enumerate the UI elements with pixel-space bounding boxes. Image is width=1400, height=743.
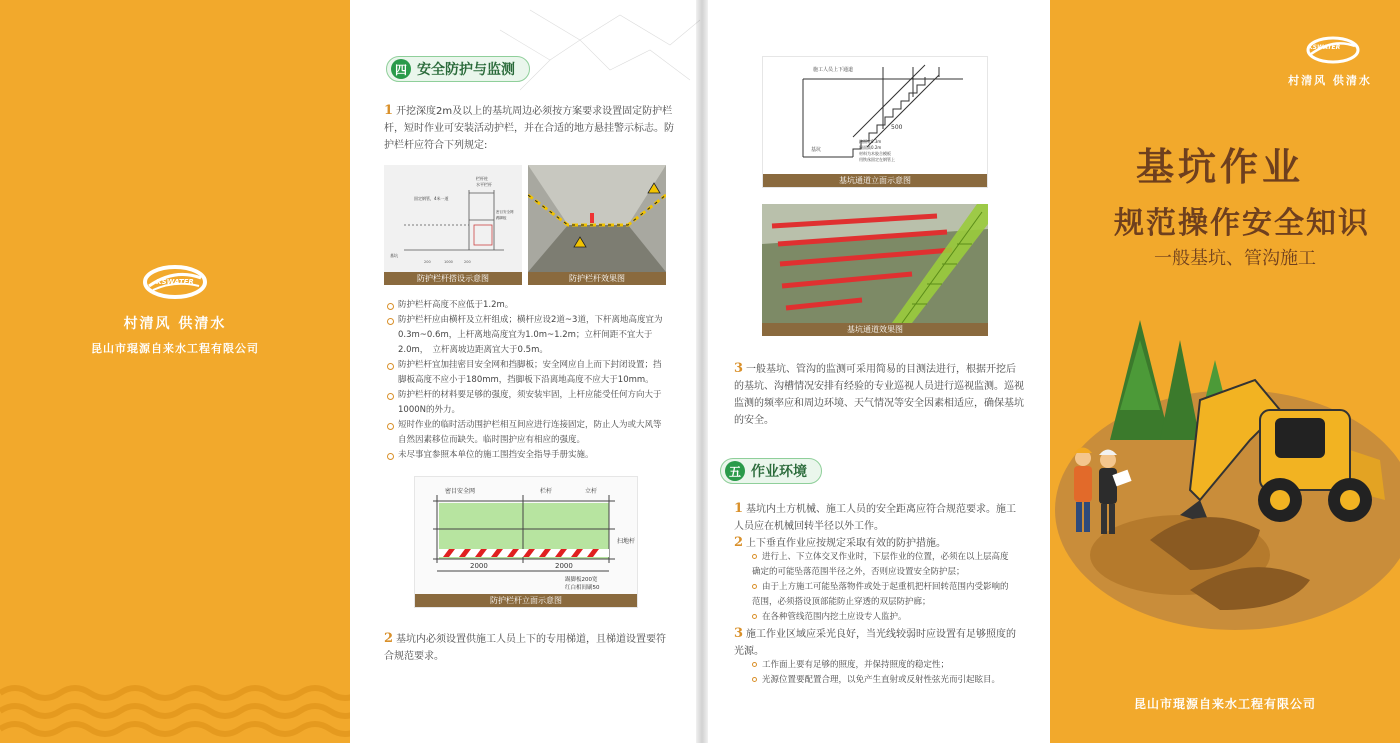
- cover-logo: [1298, 34, 1368, 70]
- logo-text: KSWATER: [1308, 44, 1341, 51]
- dim-left: 2000: [470, 562, 488, 570]
- list-item: 防护栏杆的材料要足够的强度，须安装牢固，上杆应能受任何方向大于1000N的外力。: [386, 388, 664, 418]
- dim-3: 200: [464, 260, 471, 264]
- paragraph-4-3: [734, 360, 1024, 429]
- dim-right: 2000: [555, 562, 573, 570]
- figure-caption: 防护栏杆效果图: [528, 272, 666, 285]
- figure-caption: 防护栏杆立面示意图: [415, 594, 637, 607]
- paragraph-text: 开挖深度2m及以上的基坑周边必须按方案要求设置固定防护栏杆，短时作业可安装活动护栏，并在合适的地方悬挂警示标志。防护栏杆应符合下列规定:: [384, 106, 674, 151]
- dim-500: 500: [891, 124, 903, 131]
- guardrail-photo-figure: [528, 165, 666, 285]
- label-pit: 基坑: [390, 253, 398, 258]
- slogan: 村清风 供清水: [123, 316, 227, 332]
- list-item: 短时作业的临时活动围护栏相互间应进行连接固定，防止人为或大风等自然因素移位而缺失。临时围护应有相应的强度。: [386, 418, 664, 448]
- logo-text: KSWATER: [156, 278, 194, 286]
- section-5-number: 五: [725, 461, 745, 481]
- sub-item: 进行上、下立体交叉作业时，下层作业的位置，必须在以上层高度确定的可能坠落范围半径之外，否则应设置安全防护层；: [752, 552, 1009, 577]
- paragraph-text: 施工作业区域应采光良好，当光线较弱时应设置有足够照度的光源。: [734, 629, 1017, 657]
- list-item: 防护栏杆高度不应低于1.2m。: [386, 298, 664, 313]
- cover-subtitle-2: 一般基坑、管沟施工: [1154, 248, 1316, 269]
- label-horizontal-rail: 水平栏杆: [476, 182, 492, 187]
- note-riser: 踢面高0.2m: [859, 145, 882, 150]
- front-cover-panel: [1050, 0, 1400, 743]
- list-item: 防护栏杆应由横杆及立杆组成；横杆应设2道~3道，下杆离地高度宜为0.3m~0.6m，上杆离地高度宜为1.0m~1.2m；立杆间距不宜大于2.0m， 立杆离坡边距离宜大于0.5m。: [386, 313, 664, 358]
- guardrail-diagram: [384, 165, 522, 272]
- cover-subtitle: 规范操作安全知识: [1114, 206, 1370, 241]
- inner-panel-left: [350, 0, 702, 743]
- paragraph-number: 3: [734, 626, 744, 641]
- kswater-logo-icon: [139, 262, 211, 302]
- label-safety-net: 密目安全网: [445, 488, 476, 495]
- sub-item: 在各种管线范围内挖土应设专人监护。: [752, 610, 1012, 625]
- label-access-path: 施工人员上下通道: [813, 67, 854, 73]
- paragraph-5-1: [734, 500, 1024, 535]
- guardrail-elevation-diagram: [415, 477, 639, 595]
- cover-slogan: 村清风 供清水: [1288, 74, 1372, 87]
- paragraph-text: 基坑内必须设置供施工人员上下的专用梯道，且梯道设置要符合规范要求。: [384, 634, 667, 662]
- figure-caption: 防护栏杆搭设示意图: [384, 272, 522, 285]
- paragraph-number: 1: [384, 103, 394, 118]
- label-kickboard: 踢脚板: [496, 216, 507, 220]
- inner-panel-right: [702, 0, 1050, 743]
- company-name: 昆山市琨源自来水工程有限公司: [91, 342, 259, 355]
- note-tread: 踏面宽0.3m: [859, 139, 882, 144]
- note-material: 材料为木胶合模板: [859, 151, 891, 156]
- label-kickboard-paint: 红白相间刷50: [565, 585, 600, 591]
- figure-caption: 基坑通道立面示意图: [763, 174, 987, 187]
- fold-shadow: [696, 0, 708, 743]
- wave-decoration: [0, 673, 350, 743]
- paragraph-number: 2: [734, 535, 744, 550]
- cover-title: 基坑作业: [1136, 144, 1305, 189]
- label-kickboard: 踢脚板200宽: [565, 577, 598, 583]
- dim-1: 200: [424, 260, 431, 264]
- paragraph-text: 上下垂直作业应按规定采取有效的防护措施。: [746, 538, 947, 549]
- sub-item: 由于上方施工可能坠落物件或处于起重机把杆回转范围内受影响的范围，必须搭设顶部能防止穿透的双层防护廊；: [752, 582, 1009, 607]
- access-photo-figure: [762, 204, 988, 336]
- access-elevation-diagram: [763, 57, 989, 176]
- paragraph-text: 基坑内土方机械、施工人员的安全距离应符合规范要求。施工人员应在机械回转半径以外工作。: [734, 504, 1017, 532]
- label-post: 立杆: [585, 488, 598, 495]
- figure-caption: 基坑通道效果图: [762, 323, 988, 336]
- paragraph-text: 一般基坑、管沟的监测可采用简易的目测法进行，根据开挖后的基坑、沟槽情况安排有经验的专业巡视人员进行巡视监测。巡视监测的频率应和周边环境、天气情况等安全因素相适应，确保基坑的安全。: [734, 364, 1024, 426]
- section-5-header: [720, 458, 822, 484]
- label-rail: 栏杆: [540, 488, 553, 495]
- paragraph-4-2: [384, 630, 674, 665]
- label-safety-net: 密目安全网: [496, 210, 514, 214]
- list-item: 未尽事宜参照本单位的施工围挡安全指导手册实施。: [386, 448, 664, 463]
- guardrail-elevation-figure: [414, 476, 638, 608]
- section-4-title: 安全防护与监测: [417, 62, 515, 78]
- network-decoration: [350, 0, 702, 110]
- sub-item: 光源位置要配置合理，以免产生直射或反射性弦光而引起眩目。: [752, 673, 1022, 688]
- label-steel-pipe: 固定钢管，4米一道: [414, 196, 449, 201]
- dim-2: 1000: [444, 260, 453, 264]
- paragraph-5-3: [734, 625, 1024, 660]
- paragraph-number: 3: [734, 361, 744, 376]
- logo: [125, 262, 225, 300]
- label-post: 栏杆柱: [476, 176, 488, 181]
- note-fix: 用铁丝固定在钢管上: [859, 157, 895, 162]
- cover-company-name: 昆山市琨源自来水工程有限公司: [1133, 697, 1316, 711]
- label-pit: 基坑: [811, 147, 822, 153]
- paragraph-4-1: [384, 102, 674, 154]
- excavator-illustration: [1050, 300, 1400, 670]
- paragraph-number: 2: [384, 631, 394, 646]
- access-render: [762, 204, 988, 323]
- guardrail-diagram-figure: [384, 165, 522, 285]
- back-cover-panel: [0, 0, 350, 743]
- paragraph-number: 1: [734, 501, 744, 516]
- label-sweep-rod: 扫地杆: [617, 538, 636, 545]
- sub-item: 工作面上要有足够的照度，并保持照度的稳定性；: [752, 658, 1012, 673]
- section-4-header: [386, 56, 530, 82]
- guardrail-render: [528, 165, 666, 272]
- access-elevation-figure: [762, 56, 988, 188]
- section-4-number: 四: [391, 59, 411, 79]
- section-5-title: 作业环境: [751, 464, 807, 480]
- list-item: 防护栏杆宜加挂密目安全网和挡脚板；安全网应自上而下封闭设置；挡脚板高度不应小于180mm，挡脚板下沿离地高度不应大于10mm。: [386, 358, 664, 388]
- guardrail-rules-list: [386, 298, 664, 463]
